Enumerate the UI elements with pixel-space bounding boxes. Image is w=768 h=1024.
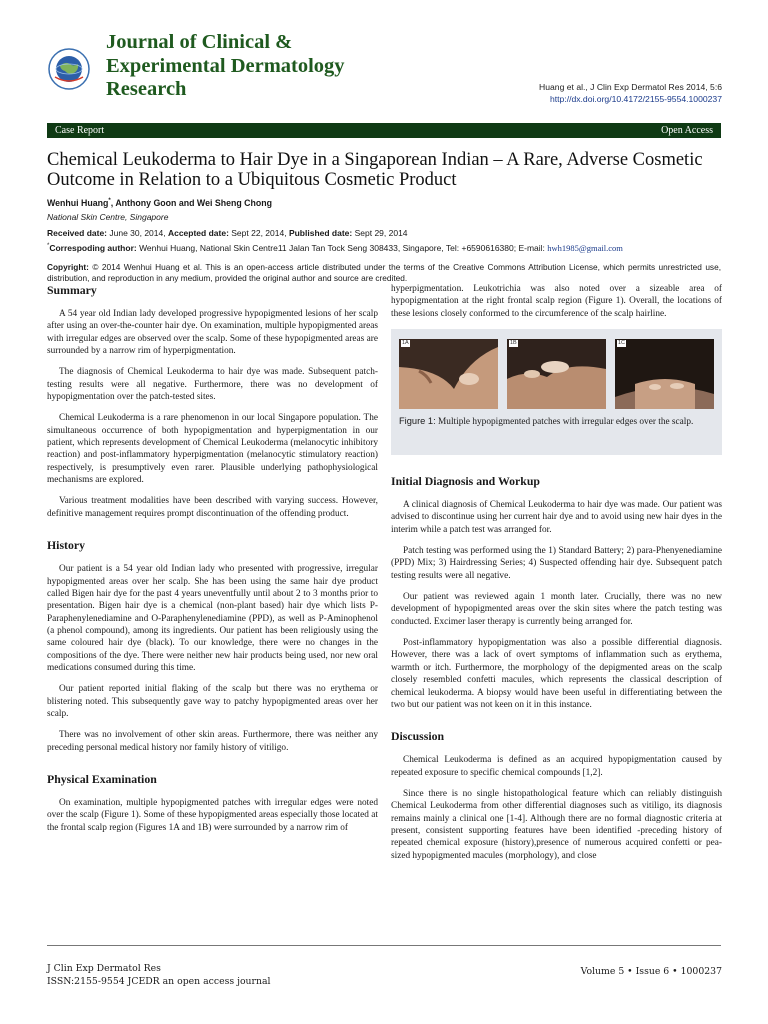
panel-label: 1B <box>510 340 517 347</box>
copyright-label: Copyright: <box>47 262 89 272</box>
section-heading-history: History <box>47 538 86 553</box>
journal-logo <box>47 47 91 91</box>
corresponding-author <box>47 243 727 253</box>
citation-block <box>539 82 722 105</box>
panel-label: 1A <box>402 340 409 347</box>
section-heading-physical-examination: Physical Examination <box>47 771 157 786</box>
figure-panel-1c <box>615 339 714 409</box>
journal-title-line: Research <box>106 78 187 100</box>
left-column <box>47 283 378 843</box>
corr-superscript: * <box>47 243 50 250</box>
figure-caption-label: Figure 1: <box>399 416 436 427</box>
author-rest: , Anthony Goon and Wei Sheng Chong <box>110 198 273 208</box>
received-date: June 30, 2014, <box>107 228 168 238</box>
article-title: Chemical Leukoderma to Hair Dye in a Singaporean Indian – A Rare, Adverse Cosmetic Outcome in Relation to a Ubiquitous Cosmetic Product <box>47 150 703 190</box>
figure-panel-1b <box>507 339 606 409</box>
article-type-label: Case Report <box>55 125 105 136</box>
accepted-label: Accepted date: <box>167 228 229 238</box>
author-main: Wenhui Huang <box>47 198 109 208</box>
figure-1 <box>391 329 722 455</box>
footer-volume: Volume 5 • Issue 6 • 1000237 <box>580 966 722 977</box>
corr-label: Correspoding author: <box>49 243 137 253</box>
footer-divider <box>47 945 721 946</box>
paragraph: Our patient was reviewed again 1 month later. Crucially, there was no new development of hypopigmented areas over the skin sites where the patch testing was conducted. Excimer laser therapy is currently being arranged for. <box>391 592 722 627</box>
section-heading-discussion: Discussion <box>391 729 445 744</box>
globe-logo-icon <box>47 47 91 91</box>
paragraph: On examination, multiple hypopigmented patches with irregular edges were noted over the scalp (Figure 1). Some of these hypopigmented areas especially those located at the frontal scalp region (Figures 1A and 1B) were surrounded by a narrow rim of <box>47 797 378 833</box>
affiliation: National Skin Centre, Singapore <box>47 212 169 222</box>
paragraph: Post-inflammatory hypopigmentation was also a possible differential diagnosis. However, there was a lack of overt symptoms of inflammation such as erythema, warmth or itch. Furthermore, the morphology of the depigmented areas on the scalp closely resembled confetti macules, which represents the classical description of chemical leukoderma. A biopsy would have been useful in differentiating between the two but our patient was not keen on it in this instance. <box>391 638 722 710</box>
scalp-photo-a-icon <box>399 339 498 409</box>
copyright <box>47 262 721 283</box>
paragraph: Our patient reported initial flaking of the scalp but there was no erythema or blistering noted. This subsequently gave way to patchy hypopigmented areas over her scalp. <box>47 684 378 719</box>
accepted-date: Sept 22, 2014, <box>228 228 289 238</box>
paragraph: The diagnosis of Chemical Leukoderma to hair dye was made. Subsequent patch-testing results were all negative. Furthermore, there was no development of hypopigmentation over the patch-tested sites. <box>47 367 378 403</box>
copyright-text: © 2014 Wenhui Huang et al. This is an open-access article distributed under the terms of the Creative Commons Attribution License, which permits unrestricted use, distribution, and reproduction in any medium, provided the original author and source are credited. <box>47 262 721 283</box>
paragraph: Chemical Leukoderma is a rare phenomenon in our local Singapore population. The simultaneous occurrence of both hypopigmentation and hyperpigmentation in our patient, which represents development of Chemical Leukoderma (melanocytic inhibitory reaction) and post-inflammatory hyperpigmentation (melanocytic stimulatory reaction) respectively, is presumptively even rarer. Plausible underlying pathophysiological mechanisms are explored. <box>47 413 378 486</box>
scalp-photo-b-icon <box>507 339 606 409</box>
received-label: Received date: <box>47 228 107 238</box>
figure-panel-1a <box>399 339 498 409</box>
section-heading-initial-diagnosis: Initial Diagnosis and Workup <box>391 474 540 489</box>
scalp-photo-c-icon <box>615 339 714 409</box>
article-type-bar <box>47 123 721 138</box>
corr-email-link[interactable]: hwh1985@gmail.com <box>547 243 623 253</box>
footer-journal: J Clin Exp Dermatol Res <box>47 963 161 974</box>
paragraph: Chemical Leukoderma is defined as an acquired hypopigmentation caused by repeated exposure to specific chemical compounds [1,2]. <box>391 755 722 778</box>
published-date: Sept 29, 2014 <box>352 228 408 238</box>
paragraph: Our patient is a 54 year old Indian lady who presented with progressive, irregular hypopigmented areas over her scalp. She has been using the same hair dye product called Bigen hair dye for the past 4 years uneventfully until about 2 to 3 months prior to presentation. Bigen hair dye is a chemical (non-plant based) hair dye which lists P-Paraphenylenediamine and O-Paraphenylenediamine (PPD), as well as P-Aminophenol (a phenol compound), among its ingredients. Our patient has been religiously using the same coloured hair dye (black). To our knowledge, there were no changes in the compositions of the dye. There were neither new hair products being used, nor new oral medications consumed during this time. <box>47 564 378 673</box>
paragraph: hyperpigmentation. Leukotrichia was also noted over a sizeable area of hypopigmentation at the right frontal scalp region (Figure 1). Overall, the locations of these lesions closely conformed to the circumference of the scalp hairline. <box>391 284 722 319</box>
right-column <box>391 283 722 871</box>
paragraph: A clinical diagnosis of Chemical Leukoderma to hair dye was made. Our patient was advised to discontinue using her current hair dye and to avoid using new hair dyes in the interim while a patch test was arranged for. <box>391 500 722 535</box>
journal-title-line: Experimental Dermatology <box>106 54 345 77</box>
paragraph: Since there is no single histopathological feature which can reliably distinguish Chemical Leukoderma from other differential diagnoses such as vitiligo, its diagnosis remains mainly a clinical one [1-4]. Although there are no formal diagnostic criteria at present, consistent supporting features have been identified -preceding history of repeated chemical exposure (history),presence of numerous acquired confetti or pea-sized hypopigmented macules (morphology), and close <box>391 788 722 861</box>
published-label: Published date: <box>288 228 353 238</box>
article-dates <box>47 228 408 238</box>
paragraph: Various treatment modalities have been described with varying success. However, definitive management requires prompt discontinuation of the offending product. <box>47 496 378 519</box>
paragraph: Patch testing was performed using the 1) Standard Battery; 2) para-Phenyenediamine (PPD) Mix; 3) Hairdressing Series; 4) Suspected offending hair dye. Subsequent patch testing results were all negative. <box>391 546 722 581</box>
citation: Huang et al., J Clin Exp Dermatol Res 2014, 5:6 <box>539 82 722 92</box>
paragraph: There was no involvement of other skin areas. Furthermore, there was neither any preceding personal medical history nor family history of vitiligo. <box>47 730 378 753</box>
journal-title-line: Journal of Clinical & <box>106 31 293 53</box>
footer-issn: ISSN:2155-9554 JCEDR an open access journal <box>47 976 271 987</box>
open-access-label: Open Access <box>661 125 713 136</box>
figure-caption-text: Multiple hypopigmented patches with irregular edges over the scalp. <box>435 417 694 428</box>
authors <box>47 198 272 208</box>
figure-caption <box>399 415 717 428</box>
panel-label: 1C <box>618 340 626 347</box>
doi-link[interactable]: http://dx.doi.org/10.4172/2155-9554.1000237 <box>549 93 722 104</box>
author-superscript: * <box>108 198 111 205</box>
section-heading-summary: Summary <box>47 283 97 297</box>
paragraph: A 54 year old Indian lady developed progressive hypopigmented lesions of her scalp after using an over-the-counter hair dye. On examination, multiple hypopigmented areas with irregular edges are observed over the scalp. Some of these hypopigmented areas are surrounded by a narrow rim of hyperpigmentation. <box>47 309 378 357</box>
corr-text: Wenhui Huang, National Skin Centre11 Jalan Tan Tock Seng 308433, Singapore, Tel: +6590616380; E-mail: <box>136 243 548 253</box>
journal-title <box>106 31 406 102</box>
